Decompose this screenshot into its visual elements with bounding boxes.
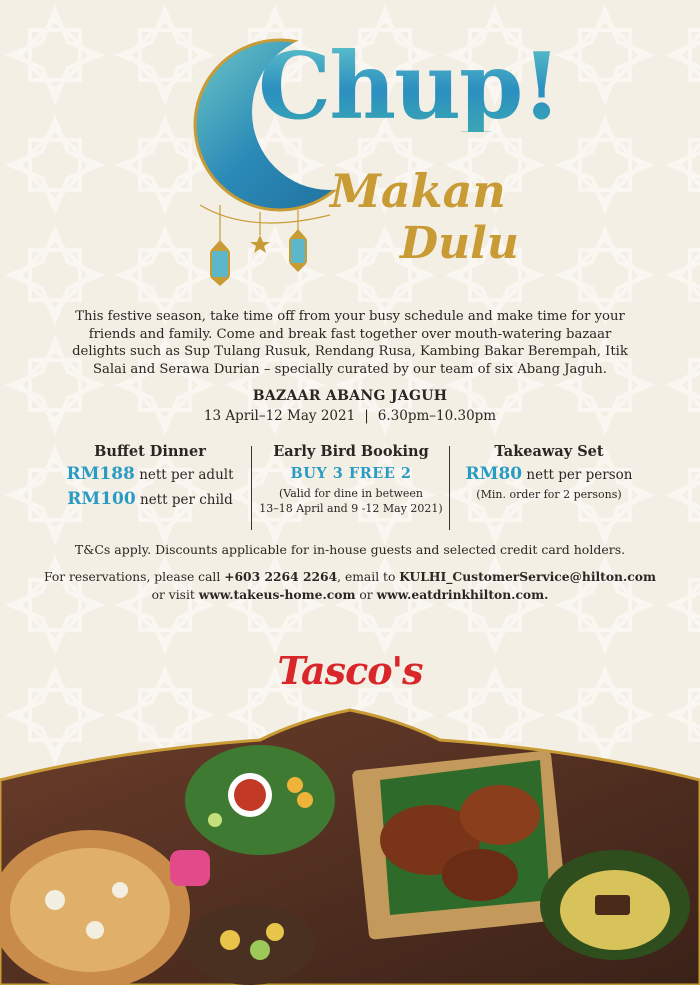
reservation-text-3: or visit — [151, 588, 199, 602]
reservation-text-4: or — [355, 588, 377, 602]
star-icon — [250, 235, 270, 253]
event-dates — [0, 408, 700, 424]
takeaway-note: (Min. order for 2 persons) — [476, 488, 622, 501]
reservation-info — [40, 568, 660, 604]
event-time: 6.30pm–10.30pm — [377, 408, 497, 424]
pink-drink — [170, 850, 210, 886]
buffet-offer — [55, 442, 245, 530]
dessert-bowl — [185, 905, 315, 985]
adult-price-line — [55, 462, 245, 487]
intro-paragraph: This festive season, take time off from your busy schedule and make time for your friends and family. Come and break fast together over mouth-watering bazaar delights such as Sup Tulang Rusuk, Rendang Rusa, Kambing Bakar Berempah, Itik Salai and Serawa Durian – specially curated by our team of six Abang Jaguh. — [72, 309, 628, 377]
event-name: BAZAAR ABANG JAGUH — [252, 388, 448, 404]
separator: | — [364, 408, 369, 424]
phone-number[interactable]: +603 2264 2264 — [224, 569, 338, 584]
takeaway-price: RM80 — [465, 464, 523, 484]
tascos-logo: Tasco's — [277, 648, 423, 693]
curry-bowl — [540, 850, 690, 960]
food-spread-photo — [0, 700, 700, 985]
offers-section — [55, 442, 645, 530]
child-price: RM100 — [67, 489, 136, 509]
early-bird-note-1: (Valid for dine in between — [278, 487, 424, 500]
takeaway-offer — [453, 442, 645, 530]
early-bird-note-2: 13–18 April and 9 -12 May 2021) — [259, 502, 443, 515]
divider — [251, 446, 252, 530]
takeaway-heading: Takeaway Set — [494, 443, 604, 460]
title-makan: Makan — [330, 164, 506, 218]
terms-text: T&Cs apply. Discounts applicable for in-house guests and selected credit card holders. — [74, 542, 626, 557]
early-bird-heading: Early Bird Booking — [273, 443, 429, 460]
reservation-text-2: , email to — [337, 570, 400, 584]
reservation-text-1: For reservations, please call — [44, 570, 225, 584]
buffet-heading: Buffet Dinner — [94, 443, 206, 460]
website-link-eatdrink[interactable]: www.eatdrinkhilton.com. — [376, 587, 549, 602]
title-dulu: Dulu — [400, 218, 519, 269]
child-price-line — [55, 487, 245, 512]
takeaway-price-line — [453, 462, 645, 487]
event-date-range: 13 April–12 May 2021 — [203, 408, 356, 424]
email-link[interactable]: KULHI_CustomerService@hilton.com — [399, 569, 656, 584]
lantern-icon — [211, 240, 229, 286]
early-bird-promo: BUY 3 FREE 2 — [290, 465, 412, 482]
adult-price: RM188 — [66, 464, 135, 484]
grilled-chicken-plate — [352, 750, 569, 940]
website-link-takeus[interactable]: www.takeus-home.com — [198, 587, 356, 602]
early-bird-offer — [253, 442, 449, 530]
child-price-label: nett per child — [140, 492, 233, 508]
vegetable-platter — [185, 745, 335, 855]
title-chup: Chup! — [258, 32, 560, 140]
divider — [449, 446, 450, 530]
takeaway-price-label: nett per person — [526, 467, 633, 483]
adult-price-label: nett per adult — [139, 467, 234, 483]
lantern-icon — [290, 229, 306, 272]
